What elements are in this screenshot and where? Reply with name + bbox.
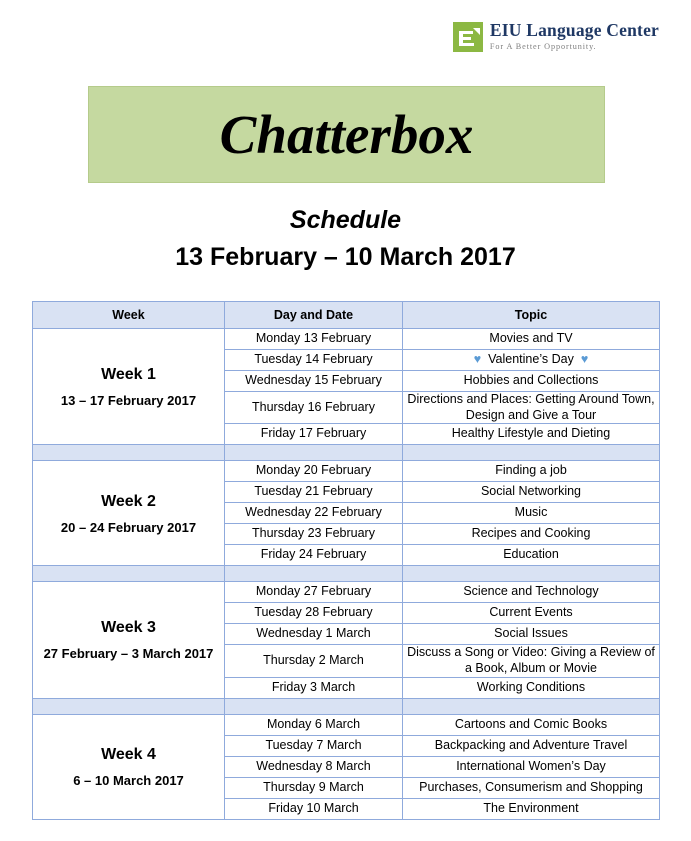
day-cell: Tuesday 14 February: [225, 350, 403, 371]
eiu-logo-icon: [453, 22, 483, 52]
topic-cell: Recipes and Cooking: [403, 524, 660, 545]
schedule-table: [32, 301, 660, 820]
banner-title: Chatterbox: [219, 104, 474, 165]
spacer-cell: [403, 566, 660, 582]
spacer-cell: [225, 445, 403, 461]
topic-cell: Finding a job: [403, 461, 660, 482]
week-name: Week 4: [101, 745, 156, 763]
topic-cell: Working Conditions: [403, 677, 660, 698]
logo-text: [490, 22, 659, 51]
week-range: 6 – 10 March 2017: [73, 772, 184, 788]
title-banner: [88, 86, 605, 183]
topic-cell: Cartoons and Comic Books: [403, 714, 660, 735]
logo-block: [453, 22, 659, 52]
day-cell: Wednesday 8 March: [225, 756, 403, 777]
week-cell: [33, 714, 225, 819]
week-name: Week 1: [101, 365, 156, 383]
week-name: Week 2: [101, 492, 156, 510]
topic-cell: Movies and TV: [403, 329, 660, 350]
topic-cell: Current Events: [403, 603, 660, 624]
topic-cell: [403, 350, 660, 371]
topic-cell: Education: [403, 545, 660, 566]
table-spacer-row: [33, 445, 660, 461]
header-day-and-date: Day and Date: [225, 302, 403, 329]
topic-cell: Social Issues: [403, 624, 660, 645]
spacer-cell: [403, 698, 660, 714]
week-name: Week 3: [101, 619, 156, 637]
spacer-cell: [33, 698, 225, 714]
topic-cell: Healthy Lifestyle and Dieting: [403, 424, 660, 445]
subtitle-daterange: 13 February – 10 March 2017: [175, 243, 516, 271]
day-cell: Monday 13 February: [225, 329, 403, 350]
day-cell: Tuesday 7 March: [225, 735, 403, 756]
topic-cell: Directions and Places: Getting Around Town, Design and Give a Tour: [403, 392, 660, 424]
table-body: [33, 329, 660, 820]
day-cell: Thursday 23 February: [225, 524, 403, 545]
week-range: 27 February – 3 March 2017: [43, 646, 214, 662]
heart-icon: ♥: [580, 352, 589, 367]
day-cell: Monday 27 February: [225, 582, 403, 603]
header-topic: Topic: [403, 302, 660, 329]
spacer-cell: [225, 698, 403, 714]
table-row: [33, 582, 660, 603]
week-cell: [33, 582, 225, 698]
table-row: [33, 461, 660, 482]
day-cell: Thursday 2 March: [225, 645, 403, 677]
topic-cell: Purchases, Consumerism and Shopping: [403, 777, 660, 798]
day-cell: Monday 6 March: [225, 714, 403, 735]
topic-cell: The Environment: [403, 798, 660, 819]
spacer-cell: [33, 445, 225, 461]
spacer-cell: [225, 566, 403, 582]
topic-text: Valentine’s Day: [488, 352, 574, 367]
topic-cell: Hobbies and Collections: [403, 371, 660, 392]
day-cell: Friday 3 March: [225, 677, 403, 698]
schedule-table-wrapper: [32, 301, 659, 820]
topic-cell: Science and Technology: [403, 582, 660, 603]
day-cell: Wednesday 1 March: [225, 624, 403, 645]
logo-tagline: For A Better Opportunity.: [489, 41, 597, 51]
week-cell: [33, 329, 225, 445]
logo-title: EIU Language Center: [489, 20, 659, 40]
header-row: [33, 302, 660, 329]
day-cell: Wednesday 22 February: [225, 503, 403, 524]
table-spacer-row: [33, 566, 660, 582]
table-header: [33, 302, 660, 329]
week-cell: [33, 461, 225, 566]
day-cell: Monday 20 February: [225, 461, 403, 482]
day-cell: Thursday 16 February: [225, 392, 403, 424]
day-cell: Tuesday 28 February: [225, 603, 403, 624]
week-range: 20 – 24 February 2017: [60, 519, 197, 535]
topic-cell: Discuss a Song or Video: Giving a Review of a Book, Album or Movie: [403, 645, 660, 677]
day-cell: Friday 10 March: [225, 798, 403, 819]
day-cell: Tuesday 21 February: [225, 482, 403, 503]
topic-cell: Social Networking: [403, 482, 660, 503]
day-cell: Thursday 9 March: [225, 777, 403, 798]
day-cell: Friday 17 February: [225, 424, 403, 445]
topic-cell: Music: [403, 503, 660, 524]
topic-cell: International Women’s Day: [403, 756, 660, 777]
subtitle-heading: Schedule: [289, 206, 402, 234]
day-cell: Friday 24 February: [225, 545, 403, 566]
week-range: 13 – 17 February 2017: [60, 392, 197, 408]
subtitle-block: [0, 206, 691, 272]
topic-cell: Backpacking and Adventure Travel: [403, 735, 660, 756]
spacer-cell: [403, 445, 660, 461]
table-row: [33, 714, 660, 735]
heart-icon: ♥: [473, 352, 482, 367]
table-row: [33, 329, 660, 350]
header-week: Week: [33, 302, 225, 329]
day-cell: Wednesday 15 February: [225, 371, 403, 392]
table-spacer-row: [33, 698, 660, 714]
spacer-cell: [33, 566, 225, 582]
